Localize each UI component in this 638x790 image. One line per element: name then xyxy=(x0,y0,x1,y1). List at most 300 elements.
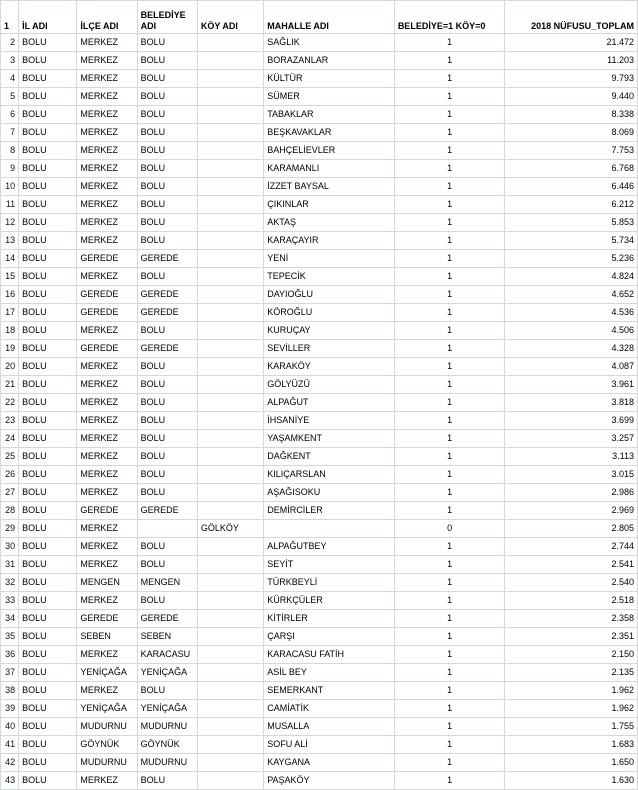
row-number-cell[interactable]: 10 xyxy=(1,178,19,196)
cell-belediye[interactable]: BOLU xyxy=(137,466,197,484)
cell-ilce[interactable]: MERKEZ xyxy=(77,772,137,790)
cell-nufus[interactable]: 2.969 xyxy=(505,502,638,520)
cell-belediye[interactable]: BOLU xyxy=(137,538,197,556)
cell-mahalle[interactable]: ALPAĞUTBEY xyxy=(264,538,395,556)
row-number-cell[interactable]: 29 xyxy=(1,520,19,538)
cell-koy[interactable] xyxy=(197,70,263,88)
cell-koy[interactable] xyxy=(197,322,263,340)
cell-belediye[interactable]: BOLU xyxy=(137,88,197,106)
cell-mahalle[interactable]: SOFU ALİ xyxy=(264,736,395,754)
cell-belediye[interactable]: BOLU xyxy=(137,448,197,466)
row-number-cell[interactable]: 30 xyxy=(1,538,19,556)
cell-koy[interactable] xyxy=(197,268,263,286)
cell-mahalle[interactable]: ÇARŞI xyxy=(264,628,395,646)
cell-mahalle[interactable]: KARAKÖY xyxy=(264,358,395,376)
cell-il[interactable]: BOLU xyxy=(19,718,77,736)
cell-mahalle[interactable]: İHSANİYE xyxy=(264,412,395,430)
cell-koy[interactable] xyxy=(197,304,263,322)
cell-mahalle[interactable]: BAHÇELİEVLER xyxy=(264,142,395,160)
cell-mahalle[interactable]: TÜRKBEYLİ xyxy=(264,574,395,592)
cell-ilce[interactable]: MERKEZ xyxy=(77,322,137,340)
cell-mahalle[interactable]: AKTAŞ xyxy=(264,214,395,232)
cell-il[interactable]: BOLU xyxy=(19,520,77,538)
cell-koy[interactable] xyxy=(197,196,263,214)
cell-flag[interactable]: 1 xyxy=(394,70,505,88)
cell-belediye[interactable]: BOLU xyxy=(137,160,197,178)
cell-flag[interactable]: 1 xyxy=(394,610,505,628)
cell-ilce[interactable]: SEBEN xyxy=(77,628,137,646)
cell-mahalle[interactable]: GÖLYÜZÜ xyxy=(264,376,395,394)
row-number-cell[interactable]: 19 xyxy=(1,340,19,358)
cell-belediye[interactable]: BOLU xyxy=(137,34,197,52)
cell-ilce[interactable]: MERKEZ xyxy=(77,232,137,250)
cell-ilce[interactable]: MERKEZ xyxy=(77,142,137,160)
cell-mahalle[interactable]: CAMİATİK xyxy=(264,700,395,718)
cell-flag[interactable]: 1 xyxy=(394,448,505,466)
cell-mahalle[interactable]: KÜRKÇÜLER xyxy=(264,592,395,610)
table-row[interactable] xyxy=(1,124,638,142)
cell-flag[interactable]: 1 xyxy=(394,682,505,700)
row-number-cell[interactable]: 18 xyxy=(1,322,19,340)
table-row[interactable] xyxy=(1,340,638,358)
cell-flag[interactable]: 1 xyxy=(394,538,505,556)
cell-belediye[interactable]: KARACASU xyxy=(137,646,197,664)
cell-mahalle[interactable]: TEPECİK xyxy=(264,268,395,286)
cell-flag[interactable]: 1 xyxy=(394,304,505,322)
cell-il[interactable]: BOLU xyxy=(19,610,77,628)
cell-il[interactable]: BOLU xyxy=(19,412,77,430)
cell-koy[interactable] xyxy=(197,250,263,268)
cell-il[interactable]: BOLU xyxy=(19,502,77,520)
cell-flag[interactable]: 1 xyxy=(394,502,505,520)
cell-nufus[interactable]: 1.755 xyxy=(505,718,638,736)
table-row[interactable] xyxy=(1,700,638,718)
cell-koy[interactable] xyxy=(197,124,263,142)
cell-il[interactable]: BOLU xyxy=(19,250,77,268)
cell-ilce[interactable]: MERKEZ xyxy=(77,430,137,448)
cell-nufus[interactable]: 2.540 xyxy=(505,574,638,592)
cell-koy[interactable] xyxy=(197,754,263,772)
cell-belediye[interactable]: MUDURNU xyxy=(137,754,197,772)
cell-ilce[interactable]: MERKEZ xyxy=(77,178,137,196)
cell-koy[interactable] xyxy=(197,682,263,700)
row-number-cell[interactable]: 27 xyxy=(1,484,19,502)
cell-mahalle[interactable]: DEMİRCİLER xyxy=(264,502,395,520)
cell-nufus[interactable]: 3.257 xyxy=(505,430,638,448)
cell-koy[interactable] xyxy=(197,358,263,376)
cell-nufus[interactable]: 3.961 xyxy=(505,376,638,394)
cell-koy[interactable] xyxy=(197,610,263,628)
cell-nufus[interactable]: 11.203 xyxy=(505,52,638,70)
table-row[interactable] xyxy=(1,736,638,754)
cell-ilce[interactable]: MERKEZ xyxy=(77,196,137,214)
cell-nufus[interactable]: 3.699 xyxy=(505,412,638,430)
cell-il[interactable]: BOLU xyxy=(19,214,77,232)
cell-mahalle[interactable]: KAYGANA xyxy=(264,754,395,772)
cell-il[interactable]: BOLU xyxy=(19,322,77,340)
cell-koy[interactable] xyxy=(197,772,263,790)
cell-il[interactable]: BOLU xyxy=(19,358,77,376)
cell-koy[interactable] xyxy=(197,502,263,520)
cell-belediye[interactable]: BOLU xyxy=(137,394,197,412)
cell-mahalle[interactable]: ASİL BEY xyxy=(264,664,395,682)
cell-ilce[interactable]: MERKEZ xyxy=(77,412,137,430)
column-header-nufus[interactable]: 2018 NÜFUSU_TOPLAM xyxy=(505,1,638,34)
cell-ilce[interactable]: MERKEZ xyxy=(77,88,137,106)
row-number-cell[interactable]: 17 xyxy=(1,304,19,322)
cell-il[interactable]: BOLU xyxy=(19,484,77,502)
cell-belediye[interactable]: YENİÇAĞA xyxy=(137,664,197,682)
cell-belediye[interactable]: BOLU xyxy=(137,772,197,790)
cell-koy[interactable] xyxy=(197,34,263,52)
cell-nufus[interactable]: 5.236 xyxy=(505,250,638,268)
row-number-cell[interactable]: 25 xyxy=(1,448,19,466)
table-row[interactable] xyxy=(1,160,638,178)
cell-flag[interactable]: 0 xyxy=(394,520,505,538)
cell-koy[interactable] xyxy=(197,466,263,484)
cell-belediye[interactable]: GEREDE xyxy=(137,286,197,304)
table-row[interactable] xyxy=(1,322,638,340)
cell-mahalle[interactable]: YAŞAMKENT xyxy=(264,430,395,448)
cell-koy[interactable] xyxy=(197,412,263,430)
cell-mahalle[interactable]: SÜMER xyxy=(264,88,395,106)
cell-il[interactable]: BOLU xyxy=(19,70,77,88)
cell-koy[interactable] xyxy=(197,718,263,736)
cell-flag[interactable]: 1 xyxy=(394,700,505,718)
cell-mahalle[interactable]: KARAMANLI xyxy=(264,160,395,178)
table-row[interactable] xyxy=(1,502,638,520)
row-number-cell[interactable]: 6 xyxy=(1,106,19,124)
cell-ilce[interactable]: MERKEZ xyxy=(77,394,137,412)
table-row[interactable] xyxy=(1,178,638,196)
cell-flag[interactable]: 1 xyxy=(394,52,505,70)
table-row[interactable] xyxy=(1,574,638,592)
cell-ilce[interactable]: MERKEZ xyxy=(77,214,137,232)
cell-flag[interactable]: 1 xyxy=(394,142,505,160)
table-row[interactable] xyxy=(1,376,638,394)
cell-belediye[interactable]: BOLU xyxy=(137,196,197,214)
row-number-cell[interactable]: 40 xyxy=(1,718,19,736)
cell-belediye[interactable]: BOLU xyxy=(137,70,197,88)
cell-il[interactable]: BOLU xyxy=(19,574,77,592)
cell-flag[interactable]: 1 xyxy=(394,736,505,754)
cell-belediye[interactable]: BOLU xyxy=(137,52,197,70)
cell-flag[interactable]: 1 xyxy=(394,592,505,610)
cell-nufus[interactable]: 8.338 xyxy=(505,106,638,124)
row-number-cell[interactable]: 7 xyxy=(1,124,19,142)
cell-ilce[interactable]: MERKEZ xyxy=(77,376,137,394)
cell-belediye[interactable]: BOLU xyxy=(137,376,197,394)
table-row[interactable] xyxy=(1,412,638,430)
cell-koy[interactable] xyxy=(197,592,263,610)
cell-flag[interactable]: 1 xyxy=(394,160,505,178)
cell-ilce[interactable]: MERKEZ xyxy=(77,448,137,466)
cell-belediye[interactable]: BOLU xyxy=(137,268,197,286)
cell-il[interactable]: BOLU xyxy=(19,754,77,772)
cell-nufus[interactable]: 4.824 xyxy=(505,268,638,286)
cell-flag[interactable]: 1 xyxy=(394,88,505,106)
cell-flag[interactable]: 1 xyxy=(394,484,505,502)
cell-mahalle[interactable]: DAYIOĞLU xyxy=(264,286,395,304)
cell-il[interactable]: BOLU xyxy=(19,142,77,160)
cell-koy[interactable] xyxy=(197,376,263,394)
cell-nufus[interactable]: 4.506 xyxy=(505,322,638,340)
cell-koy[interactable] xyxy=(197,286,263,304)
column-header-koy[interactable]: KÖY ADI xyxy=(197,1,263,34)
cell-koy[interactable] xyxy=(197,88,263,106)
cell-mahalle[interactable] xyxy=(264,520,395,538)
table-row[interactable] xyxy=(1,52,638,70)
cell-flag[interactable]: 1 xyxy=(394,286,505,304)
cell-mahalle[interactable]: KURUÇAY xyxy=(264,322,395,340)
table-row[interactable] xyxy=(1,772,638,790)
row-number-cell[interactable]: 31 xyxy=(1,556,19,574)
cell-belediye[interactable]: BOLU xyxy=(137,124,197,142)
cell-koy[interactable] xyxy=(197,106,263,124)
cell-flag[interactable]: 1 xyxy=(394,196,505,214)
cell-koy[interactable] xyxy=(197,214,263,232)
table-row[interactable] xyxy=(1,718,638,736)
cell-koy[interactable] xyxy=(197,142,263,160)
cell-belediye[interactable]: YENİÇAĞA xyxy=(137,700,197,718)
cell-ilce[interactable]: MERKEZ xyxy=(77,34,137,52)
cell-ilce[interactable]: YENİÇAĞA xyxy=(77,700,137,718)
row-number-cell[interactable]: 41 xyxy=(1,736,19,754)
cell-flag[interactable]: 1 xyxy=(394,556,505,574)
cell-ilce[interactable]: GÖYNÜK xyxy=(77,736,137,754)
cell-belediye[interactable] xyxy=(137,520,197,538)
cell-nufus[interactable]: 5.853 xyxy=(505,214,638,232)
cell-koy[interactable] xyxy=(197,736,263,754)
cell-mahalle[interactable]: BORAZANLAR xyxy=(264,52,395,70)
cell-ilce[interactable]: MERKEZ xyxy=(77,70,137,88)
cell-ilce[interactable]: MERKEZ xyxy=(77,520,137,538)
cell-il[interactable]: BOLU xyxy=(19,304,77,322)
cell-il[interactable]: BOLU xyxy=(19,646,77,664)
cell-belediye[interactable]: GEREDE xyxy=(137,502,197,520)
cell-mahalle[interactable]: AŞAĞISOKU xyxy=(264,484,395,502)
cell-koy[interactable] xyxy=(197,628,263,646)
cell-mahalle[interactable]: YENİ xyxy=(264,250,395,268)
cell-il[interactable]: BOLU xyxy=(19,124,77,142)
cell-koy[interactable] xyxy=(197,646,263,664)
cell-nufus[interactable]: 2.150 xyxy=(505,646,638,664)
cell-flag[interactable]: 1 xyxy=(394,628,505,646)
cell-mahalle[interactable]: MUSALLA xyxy=(264,718,395,736)
column-header-flag[interactable]: BELEDİYE=1 KÖY=0 xyxy=(394,1,505,34)
cell-belediye[interactable]: BOLU xyxy=(137,106,197,124)
row-number-cell[interactable]: 43 xyxy=(1,772,19,790)
cell-il[interactable]: BOLU xyxy=(19,178,77,196)
table-row[interactable] xyxy=(1,592,638,610)
table-row[interactable] xyxy=(1,466,638,484)
row-number-cell[interactable]: 12 xyxy=(1,214,19,232)
cell-flag[interactable]: 1 xyxy=(394,754,505,772)
cell-il[interactable]: BOLU xyxy=(19,376,77,394)
cell-koy[interactable] xyxy=(197,160,263,178)
row-number-cell[interactable]: 26 xyxy=(1,466,19,484)
cell-nufus[interactable]: 2.805 xyxy=(505,520,638,538)
column-header-mahalle[interactable]: MAHALLE ADI xyxy=(264,1,395,34)
cell-nufus[interactable]: 7.753 xyxy=(505,142,638,160)
row-number-cell[interactable]: 23 xyxy=(1,412,19,430)
cell-ilce[interactable]: GEREDE xyxy=(77,340,137,358)
cell-flag[interactable]: 1 xyxy=(394,268,505,286)
table-row[interactable] xyxy=(1,682,638,700)
cell-belediye[interactable]: BOLU xyxy=(137,484,197,502)
cell-il[interactable]: BOLU xyxy=(19,34,77,52)
cell-flag[interactable]: 1 xyxy=(394,250,505,268)
cell-ilce[interactable]: MERKEZ xyxy=(77,466,137,484)
column-header-ilce[interactable]: İLÇE ADI xyxy=(77,1,137,34)
cell-belediye[interactable]: BOLU xyxy=(137,178,197,196)
cell-flag[interactable]: 1 xyxy=(394,664,505,682)
cell-nufus[interactable]: 4.536 xyxy=(505,304,638,322)
cell-ilce[interactable]: MERKEZ xyxy=(77,160,137,178)
cell-mahalle[interactable]: İZZET BAYSAL xyxy=(264,178,395,196)
row-number-cell[interactable]: 11 xyxy=(1,196,19,214)
cell-nufus[interactable]: 2.518 xyxy=(505,592,638,610)
table-row[interactable] xyxy=(1,664,638,682)
cell-ilce[interactable]: MERKEZ xyxy=(77,592,137,610)
cell-mahalle[interactable]: KARACASU FATİH xyxy=(264,646,395,664)
table-row[interactable] xyxy=(1,268,638,286)
cell-mahalle[interactable]: SEMERKANT xyxy=(264,682,395,700)
cell-ilce[interactable]: MERKEZ xyxy=(77,268,137,286)
cell-flag[interactable]: 1 xyxy=(394,376,505,394)
cell-belediye[interactable]: MUDURNU xyxy=(137,718,197,736)
row-number-cell[interactable]: 24 xyxy=(1,430,19,448)
cell-nufus[interactable]: 21.472 xyxy=(505,34,638,52)
cell-il[interactable]: BOLU xyxy=(19,88,77,106)
cell-nufus[interactable]: 9.440 xyxy=(505,88,638,106)
cell-il[interactable]: BOLU xyxy=(19,340,77,358)
table-row[interactable] xyxy=(1,214,638,232)
cell-il[interactable]: BOLU xyxy=(19,592,77,610)
row-number-cell[interactable]: 34 xyxy=(1,610,19,628)
cell-ilce[interactable]: MUDURNU xyxy=(77,754,137,772)
row-number-cell[interactable]: 39 xyxy=(1,700,19,718)
cell-belediye[interactable]: GEREDE xyxy=(137,304,197,322)
cell-nufus[interactable]: 1.683 xyxy=(505,736,638,754)
table-row[interactable] xyxy=(1,556,638,574)
cell-il[interactable]: BOLU xyxy=(19,664,77,682)
table-row[interactable] xyxy=(1,538,638,556)
cell-koy[interactable] xyxy=(197,700,263,718)
row-number-cell[interactable]: 33 xyxy=(1,592,19,610)
row-number-cell[interactable]: 13 xyxy=(1,232,19,250)
cell-ilce[interactable]: MERKEZ xyxy=(77,484,137,502)
cell-ilce[interactable]: GEREDE xyxy=(77,250,137,268)
cell-il[interactable]: BOLU xyxy=(19,430,77,448)
cell-mahalle[interactable]: KARAÇAYIR xyxy=(264,232,395,250)
cell-nufus[interactable]: 2.135 xyxy=(505,664,638,682)
cell-il[interactable]: BOLU xyxy=(19,736,77,754)
cell-flag[interactable]: 1 xyxy=(394,322,505,340)
cell-nufus[interactable]: 2.986 xyxy=(505,484,638,502)
cell-il[interactable]: BOLU xyxy=(19,772,77,790)
cell-il[interactable]: BOLU xyxy=(19,448,77,466)
cell-koy[interactable] xyxy=(197,52,263,70)
cell-il[interactable]: BOLU xyxy=(19,700,77,718)
table-row[interactable] xyxy=(1,448,638,466)
cell-nufus[interactable]: 9.793 xyxy=(505,70,638,88)
cell-nufus[interactable]: 2.351 xyxy=(505,628,638,646)
cell-flag[interactable]: 1 xyxy=(394,412,505,430)
cell-mahalle[interactable]: ÇIKINLAR xyxy=(264,196,395,214)
cell-flag[interactable]: 1 xyxy=(394,340,505,358)
cell-koy[interactable] xyxy=(197,340,263,358)
cell-ilce[interactable]: MERKEZ xyxy=(77,556,137,574)
cell-il[interactable]: BOLU xyxy=(19,556,77,574)
row-number-cell[interactable]: 8 xyxy=(1,142,19,160)
cell-nufus[interactable]: 2.744 xyxy=(505,538,638,556)
row-number-cell[interactable]: 42 xyxy=(1,754,19,772)
cell-belediye[interactable]: BOLU xyxy=(137,412,197,430)
row-number-cell[interactable]: 4 xyxy=(1,70,19,88)
table-row[interactable] xyxy=(1,142,638,160)
row-number-cell[interactable]: 32 xyxy=(1,574,19,592)
cell-mahalle[interactable]: KİTİRLER xyxy=(264,610,395,628)
cell-mahalle[interactable]: TABAKLAR xyxy=(264,106,395,124)
cell-belediye[interactable]: BOLU xyxy=(137,682,197,700)
cell-ilce[interactable]: MUDURNU xyxy=(77,718,137,736)
row-number-cell[interactable]: 35 xyxy=(1,628,19,646)
row-number-cell[interactable]: 37 xyxy=(1,664,19,682)
cell-belediye[interactable]: MENGEN xyxy=(137,574,197,592)
cell-belediye[interactable]: BOLU xyxy=(137,430,197,448)
cell-il[interactable]: BOLU xyxy=(19,286,77,304)
cell-belediye[interactable]: BOLU xyxy=(137,322,197,340)
cell-flag[interactable]: 1 xyxy=(394,106,505,124)
row-number-cell[interactable]: 20 xyxy=(1,358,19,376)
cell-belediye[interactable]: BOLU xyxy=(137,214,197,232)
cell-koy[interactable] xyxy=(197,664,263,682)
row-number-cell[interactable]: 2 xyxy=(1,34,19,52)
cell-koy[interactable] xyxy=(197,574,263,592)
cell-belediye[interactable]: BOLU xyxy=(137,232,197,250)
cell-koy[interactable] xyxy=(197,484,263,502)
cell-il[interactable]: BOLU xyxy=(19,106,77,124)
table-row[interactable] xyxy=(1,196,638,214)
cell-flag[interactable]: 1 xyxy=(394,574,505,592)
cell-ilce[interactable]: MERKEZ xyxy=(77,52,137,70)
table-row[interactable] xyxy=(1,520,638,538)
cell-nufus[interactable]: 6.212 xyxy=(505,196,638,214)
cell-il[interactable]: BOLU xyxy=(19,160,77,178)
cell-belediye[interactable]: BOLU xyxy=(137,142,197,160)
cell-nufus[interactable]: 3.818 xyxy=(505,394,638,412)
table-row[interactable] xyxy=(1,106,638,124)
cell-il[interactable]: BOLU xyxy=(19,394,77,412)
cell-il[interactable]: BOLU xyxy=(19,52,77,70)
row-number-cell[interactable]: 15 xyxy=(1,268,19,286)
cell-ilce[interactable]: MERKEZ xyxy=(77,358,137,376)
cell-mahalle[interactable]: SEVİLLER xyxy=(264,340,395,358)
row-number-cell[interactable]: 28 xyxy=(1,502,19,520)
table-row[interactable] xyxy=(1,754,638,772)
cell-belediye[interactable]: SEBEN xyxy=(137,628,197,646)
cell-koy[interactable] xyxy=(197,430,263,448)
cell-nufus[interactable]: 5.734 xyxy=(505,232,638,250)
cell-ilce[interactable]: MENGEN xyxy=(77,574,137,592)
cell-nufus[interactable]: 6.446 xyxy=(505,178,638,196)
cell-koy[interactable] xyxy=(197,556,263,574)
table-row[interactable] xyxy=(1,232,638,250)
table-row[interactable] xyxy=(1,430,638,448)
cell-ilce[interactable]: GEREDE xyxy=(77,304,137,322)
table-row[interactable] xyxy=(1,286,638,304)
